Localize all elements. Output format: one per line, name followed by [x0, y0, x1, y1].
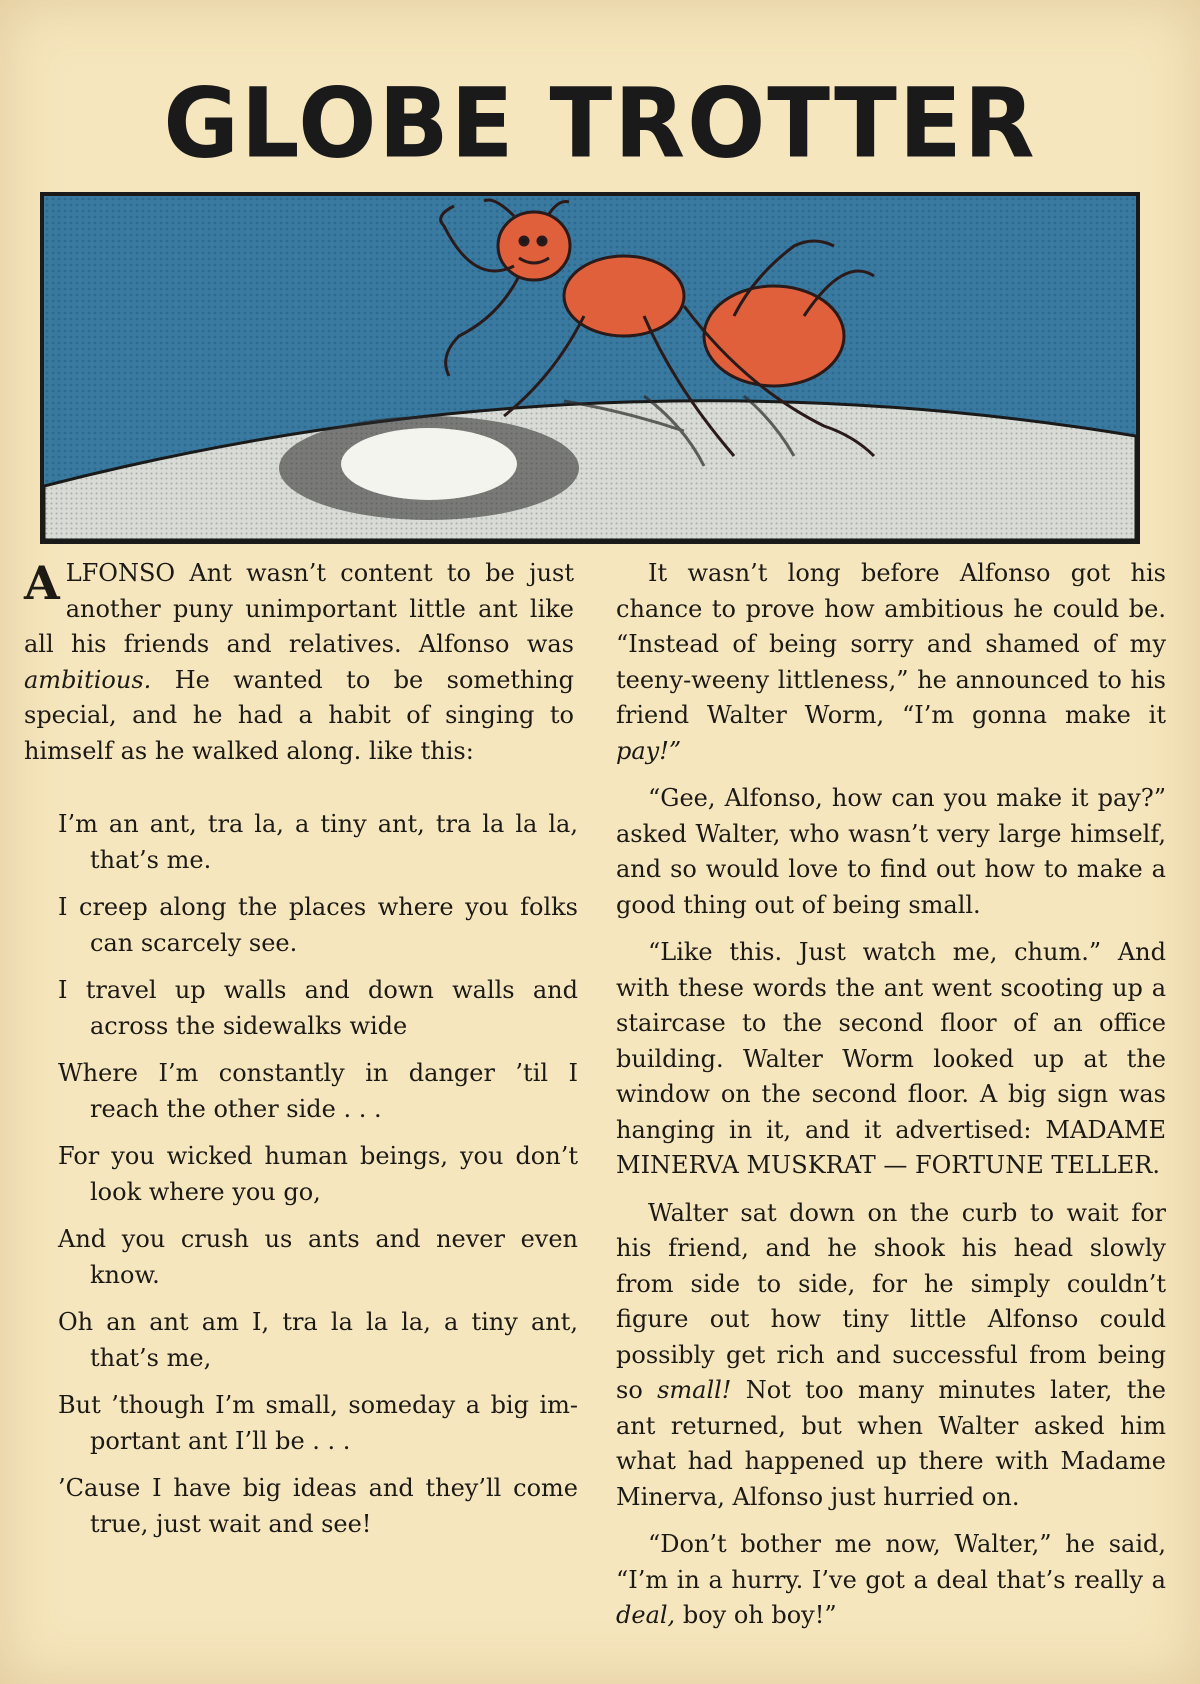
intro-paragraph: ALFONSO Ant wasn’t content to be just another puny unimportant little ant like all his friends and relatives. Alfonso was ambitious. He wanted to be something special, and he had a habit of singing to himself as he walked along. like this:: [24, 556, 574, 765]
poem-line: I travel up walls and down walls and: [58, 976, 578, 1004]
poem-line-continued: that’s me,: [90, 1343, 212, 1372]
story-paragraph: “Don’t bother me now, Walter,” he said, “I’m in a hurry. I’ve got a deal that’s really a deal, boy oh boy!”: [616, 1530, 1166, 1629]
poem-line-continued: reach the other side . . .: [90, 1094, 382, 1123]
poem-verse: [24, 1305, 578, 1376]
right-column: [616, 556, 1166, 1646]
poem-line: I creep along the places where you folks: [58, 893, 578, 921]
story-paragraph: “Like this. Just watch me, chum.” And with these words the ant went scooting up a staircase to the second floor of an office building. Walter Worm looked up at the window on the second floor. A big sign was hanging in it, and it advertised: MADAME MINERVA MUSKRAT — FORTUNE TELLER.: [616, 938, 1166, 1179]
globe-highlight: [341, 428, 517, 500]
illustration-panel: [40, 192, 1140, 544]
poem-line: But ’though I’m small, someday a big im-: [58, 1391, 578, 1419]
poem-verse: [24, 890, 578, 961]
poem-line-continued: can scarcely see.: [90, 928, 298, 957]
poem-line-continued: know.: [90, 1260, 160, 1289]
poem-line-continued: true, just wait and see!: [90, 1509, 372, 1538]
poem-line: I’m an ant, tra la, a tiny ant, tra la la la,: [58, 810, 578, 838]
poem-line-continued: across the sidewalks wide: [90, 1011, 408, 1040]
poem-verse: [24, 1471, 578, 1542]
poem-verse: [24, 1056, 578, 1127]
left-column: [24, 556, 578, 1554]
story-paragraph: Walter sat down on the curb to wait for his friend, and he shook his head slowly from side to side, for he simply couldn’t figure out how tiny little Alfonso could possibly get rich and successful from being so small! Not too many minutes later, the ant returned, but when Walter asked him what had happened up there with Madame Minerva, Alfonso just hurried on.: [616, 1198, 1166, 1511]
poem-line: And you crush us ants and never even: [58, 1225, 578, 1253]
poem-verse: [24, 1222, 578, 1293]
poem-line-continued: look where you go,: [90, 1177, 321, 1206]
page-title: GLOBE TROTTER: [163, 67, 1037, 180]
story-paragraph: It wasn’t long before Alfonso got his chance to prove how ambitious he could be. “Instead of being sorry and shamed of my teeny-weeny littleness,” he announced to his friend Walter Worm, “I’m gonna make it pay!”: [616, 559, 1166, 765]
poem-line-continued: that’s me.: [90, 845, 212, 874]
story-paragraph: “Gee, Alfonso, how can you make it pay?” asked Walter, who wasn’t very large himself, and so would love to find out how to make a good thing out of being small.: [616, 784, 1166, 919]
ant-on-globe-illustration: [44, 196, 1136, 540]
poem-line: Where I’m constantly in danger ’til I: [58, 1059, 578, 1087]
poem-verse: [24, 973, 578, 1044]
poem-verse: [24, 1139, 578, 1210]
poem-verse: [24, 1388, 578, 1459]
poem-line-continued: portant ant I’ll be . . .: [90, 1426, 351, 1455]
poem-line: For you wicked human beings, you don’t: [58, 1142, 578, 1170]
poem-verse: [24, 807, 578, 878]
poem-line: ’Cause I have big ideas and they’ll come: [58, 1474, 578, 1502]
poem: [24, 807, 578, 1542]
poem-line: Oh an ant am I, tra la la la, a tiny ant,: [58, 1308, 578, 1336]
drop-cap: A: [24, 556, 60, 610]
